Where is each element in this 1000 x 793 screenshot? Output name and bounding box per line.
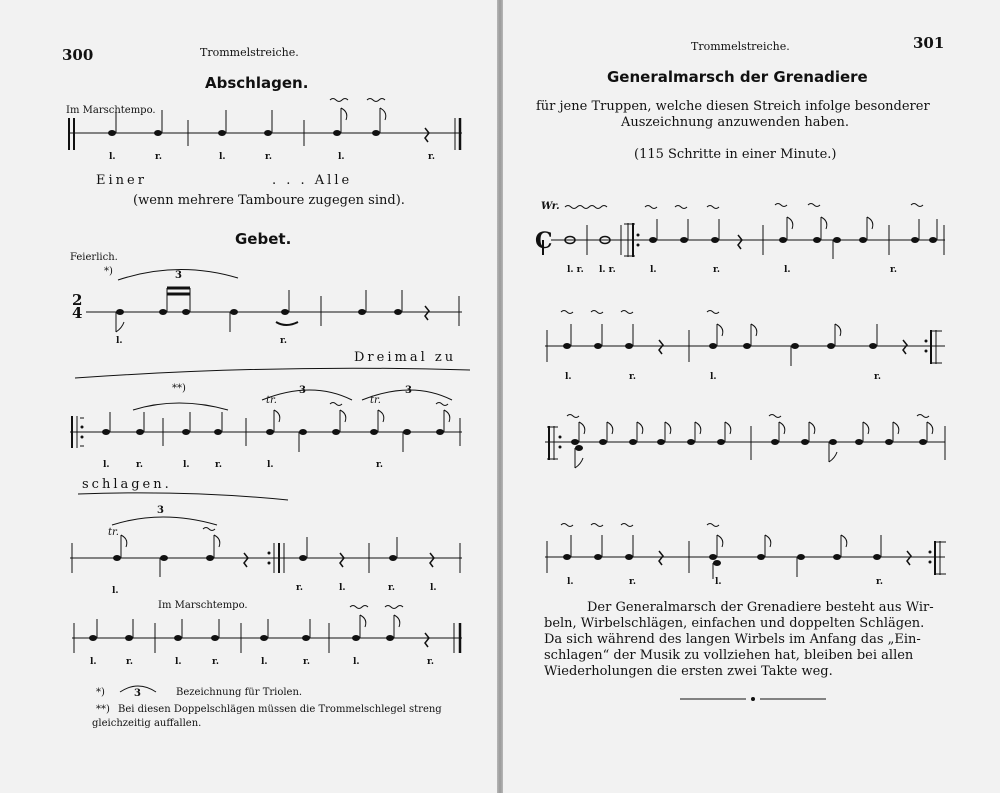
sticking-label: l. xyxy=(715,577,722,587)
sticking-label: l. xyxy=(116,336,123,346)
staff-gebet-2 xyxy=(0,380,497,460)
sticking-label: r. xyxy=(629,372,637,382)
wirbel-label: Wr. xyxy=(541,201,560,212)
sticking-label: l. xyxy=(90,657,97,667)
sticking-label: l. xyxy=(339,583,346,593)
sticking-label: l. xyxy=(267,460,274,470)
sticking-label: r. xyxy=(296,583,304,593)
tempo-marking: Im Marschtempo. xyxy=(158,600,248,611)
sticking-label: l. xyxy=(650,265,657,275)
lyric-dreimal: Dreimal zu xyxy=(354,350,457,365)
subtitle-line-1: für jene Truppen, welche diesen Streich infolge besonderer xyxy=(536,99,930,114)
staff-marschtempo xyxy=(0,605,497,665)
triplet-number: 3 xyxy=(157,505,164,516)
sticking-label: r. xyxy=(876,577,884,587)
sticking-label: r. xyxy=(427,657,435,667)
sticking-label: l. xyxy=(109,152,116,162)
staff-generalmarsch-3 xyxy=(503,408,1000,488)
page-number: 301 xyxy=(913,34,945,52)
page-title: Generalmarsch der Grenadiere xyxy=(607,68,868,86)
left-page xyxy=(0,0,497,793)
sticking-label: r. xyxy=(428,152,436,162)
tempo-marking: Im Marschtempo. xyxy=(66,105,156,116)
sticking-label: l. xyxy=(710,372,717,382)
triplet-number: 3 xyxy=(134,688,141,699)
triplet-number: 3 xyxy=(299,385,306,396)
sticking-label: l. xyxy=(219,152,226,162)
footnote-2-text: Bei diesen Doppelschlägen müssen die Trommelschlegel streng xyxy=(118,704,442,715)
tempo-marking: (115 Schritte in einer Minute.) xyxy=(634,147,837,162)
sticking-label: l. xyxy=(784,265,791,275)
sticking-label: l. xyxy=(565,372,572,382)
sticking-label: r. xyxy=(890,265,898,275)
staff-generalmarsch-4 xyxy=(503,515,1000,585)
triplet-number: 3 xyxy=(405,385,412,396)
sticking-label: r. xyxy=(388,583,396,593)
description-line-1: Der Generalmarsch der Grenadiere besteht aus Wir- xyxy=(587,600,934,615)
description-line-5: Wiederholungen die ersten zwei Takte weg. xyxy=(544,664,833,679)
description-line-4: schlagen“ der Musik zu vollziehen hat, bleiben bei allen xyxy=(544,648,914,663)
sticking-label: l. xyxy=(261,657,268,667)
sticking-label: r. xyxy=(215,460,223,470)
description-line-3: Da sich während des langen Wirbels im Anfang das „Ein- xyxy=(544,632,921,647)
sticking-label: r. xyxy=(303,657,311,667)
sticking-label: l. xyxy=(567,577,574,587)
description-line-2: beln, Wirbelschlägen, einfachen und doppelten Schlägen. xyxy=(544,616,925,631)
sticking-label: l. xyxy=(338,152,345,162)
sticking-label: r. xyxy=(376,460,384,470)
running-head: Trommelstreiche. xyxy=(200,46,299,59)
lyric-einer: Einer xyxy=(96,173,147,188)
right-page xyxy=(503,0,1000,793)
footnote-2-text-cont: gleichzeitig auffallen. xyxy=(92,718,202,729)
staff-abschlagen xyxy=(0,100,497,160)
sticking-label: r. xyxy=(126,657,134,667)
section-title-abschlagen: Abschlagen. xyxy=(205,74,309,92)
footnote-1-text: Bezeichnung für Triolen. xyxy=(176,687,303,698)
trill-mark: tr. xyxy=(266,395,277,406)
sticking-label: l. xyxy=(112,586,119,596)
trill-mark: tr. xyxy=(108,527,119,538)
sticking-label: l. xyxy=(353,657,360,667)
staff-gebet-1 xyxy=(0,260,497,330)
end-ornament xyxy=(678,694,878,704)
footnote-mark: *) xyxy=(104,266,113,277)
sticking-label: r. xyxy=(713,265,721,275)
note-heads xyxy=(108,99,429,143)
staff-generalmarsch-2 xyxy=(503,302,1000,372)
sticking-label: r. xyxy=(280,336,288,346)
sticking-label: l. xyxy=(103,460,110,470)
triplet-number: 3 xyxy=(175,270,182,281)
section-title-gebet: Gebet. xyxy=(235,230,292,248)
trill-mark: tr. xyxy=(370,395,381,406)
sticking-label: r. xyxy=(155,152,163,162)
sticking-label: r. xyxy=(136,460,144,470)
performance-note: (wenn mehrere Tamboure zugegen sind). xyxy=(133,193,405,208)
sticking-label: r. xyxy=(212,657,220,667)
lyric-brace xyxy=(0,490,497,504)
time-signature: 2 4 xyxy=(72,291,83,322)
page-number: 300 xyxy=(62,46,94,64)
sticking-label: l. r. xyxy=(567,265,584,275)
lyric-alle: . . . Alle xyxy=(272,173,353,188)
sticking-label: r. xyxy=(265,152,273,162)
subtitle-line-2: Auszeichnung anzuwenden haben. xyxy=(621,115,850,130)
running-head: Trommelstreiche. xyxy=(691,40,790,53)
footnote-2-mark: **) xyxy=(96,704,110,715)
sticking-label: l. xyxy=(183,460,190,470)
lyric-brace xyxy=(0,362,497,382)
footnote-1-mark: *) xyxy=(96,687,105,698)
lyric-schlagen: schlagen. xyxy=(82,477,172,492)
staff-gebet-3 xyxy=(0,505,497,575)
svg-text:C: C xyxy=(535,228,553,254)
sticking-label: r. xyxy=(874,372,882,382)
sticking-label: l. xyxy=(430,583,437,593)
tempo-marking: Feierlich. xyxy=(70,252,118,263)
sticking-label: r. xyxy=(629,577,637,587)
sticking-label: l. xyxy=(175,657,182,667)
double-stroke-mark: **) xyxy=(172,383,186,394)
sticking-label: l. r. xyxy=(599,265,616,275)
staff-generalmarsch-1 xyxy=(503,195,1000,265)
